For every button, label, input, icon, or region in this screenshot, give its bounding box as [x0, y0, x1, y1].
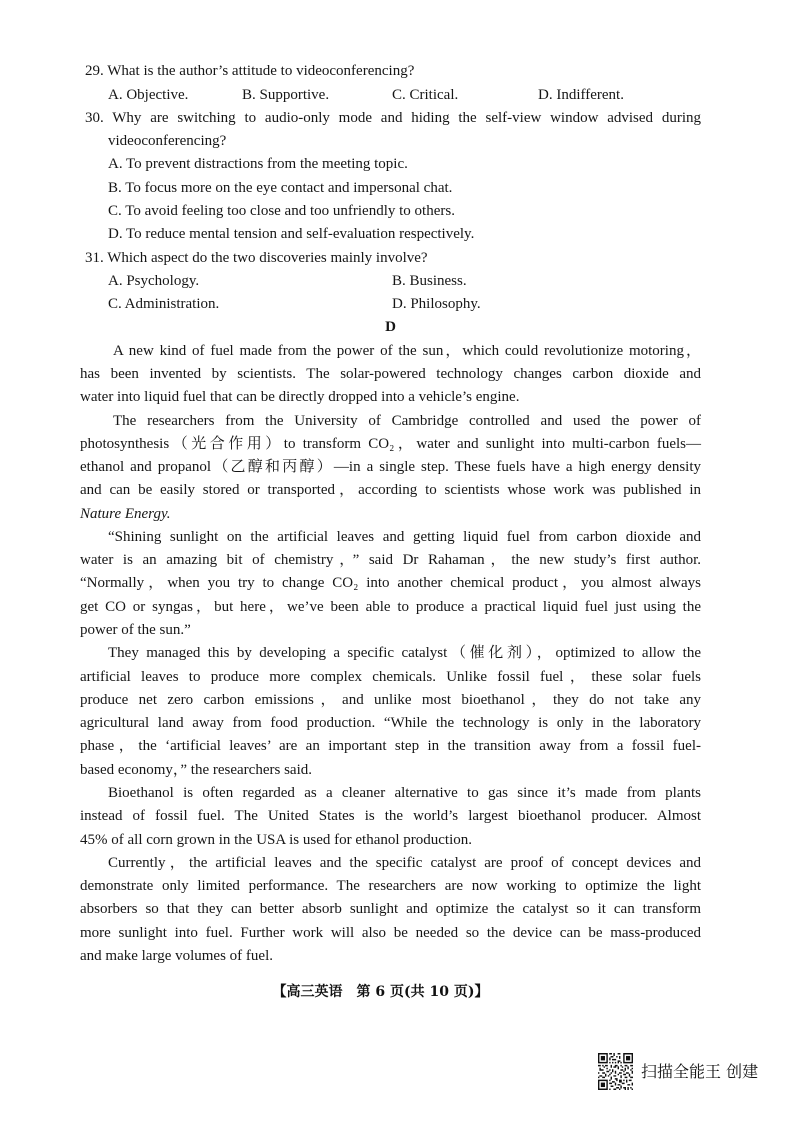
paragraph-line: and can be easily stored or transported，according to scientists whose work was published in: [80, 482, 701, 499]
paragraph-line: produce net zero carbon emissions，and unlike most bioethanol，they do not take any: [80, 691, 701, 708]
paragraph-1: [80, 340, 701, 410]
paragraph-line: more sunlight into fuel. Further work will also be needed so the device can be mass-produced: [80, 924, 701, 941]
question-31-options-row-2: [80, 293, 701, 316]
passage-heading: D: [385, 319, 396, 336]
paragraph-line: A new kind of fuel made from the power of the sun，which could revolutionize motoring，: [113, 342, 701, 359]
paragraph-line: artificial leaves to produce more complex chemicals. Unlike fossil fuel，these solar fuels: [80, 668, 701, 685]
journal-title: Nature Energy.: [80, 505, 171, 522]
question-31-stem: 31. Which aspect do the two discoveries mainly involve?: [85, 249, 428, 266]
paragraph-line: water is an amazing bit of chemistry，” said Dr Rahaman，the new study’s first author.: [80, 552, 701, 569]
paragraph-5: [80, 782, 701, 852]
question-31-option-c: C. Administration.: [108, 296, 220, 313]
paragraph-line: water into liquid fuel that can be directly dropped into a vehicle’s engine.: [80, 389, 520, 406]
question-30-stem-line-1: 30. Why are switching to audio-only mode and hiding the self-view window advised during: [85, 109, 701, 126]
paragraph-line: and make large volumes of fuel.: [80, 947, 273, 964]
paragraph-2: [80, 410, 701, 526]
question-29-option-b: B. Supportive.: [242, 86, 330, 103]
paragraph-line: 45% of all corn grown in the USA is used for ethanol production.: [80, 831, 473, 848]
paragraph-line: Currently，the artificial leaves and the specific catalyst are proof of concept devices and: [108, 854, 701, 871]
question-30-stem-line-2: videoconferencing?: [108, 133, 227, 150]
paragraph-line: instead of fossil fuel. The United States is the world’s largest bioethanol producer. Almost: [80, 808, 701, 825]
question-31-option-b: B. Business.: [392, 272, 467, 289]
scanner-watermark-text: 扫描全能王 创建: [641, 1062, 759, 1081]
question-29-stem: 29. What is the author’s attitude to videoconferencing?: [85, 63, 415, 80]
question-29-option-c: C. Critical.: [392, 86, 459, 103]
question-31-option-a: A. Psychology.: [108, 272, 200, 289]
question-31-options-row-1: [80, 270, 701, 293]
question-29-option-d: D. Indifferent.: [538, 86, 624, 103]
paragraph-line: ethanol and propanol（乙醇和丙醇）—in a single step. These fuels have a high energy density: [80, 459, 701, 476]
paragraph-line: agricultural land away from food production. “While the technology is only in the laboratory: [80, 715, 701, 732]
question-30-option-d: D. To reduce mental tension and self-evaluation respectively.: [108, 226, 475, 243]
paragraph-line: phase，the ‘artificial leaves’ are an important step in the transition away from a fossil fuel-: [80, 738, 701, 755]
paragraph-line: The researchers from the University of Cambridge controlled and used the power of: [113, 412, 701, 429]
paragraph-line: They managed this by developing a specific catalyst（催化剂），optimized to allow the: [108, 645, 701, 662]
question-29-option-a: A. Objective.: [108, 86, 189, 103]
paragraph-line: photosynthesis（光合作用）to transform CO₂，water and sunlight into multi-carbon fuels—: [80, 435, 701, 452]
paragraph-4: [80, 642, 701, 782]
paragraph-line: Bioethanol is often regarded as a cleaner alternative to gas since it’s made from plants: [108, 785, 701, 802]
qr-code-icon: [598, 1053, 633, 1090]
question-30-option-b: B. To focus more on the eye contact and impersonal chat.: [108, 179, 453, 196]
question-31: [80, 247, 701, 317]
paragraph-line: power of the sun.”: [80, 622, 191, 639]
paragraph-line: based economy，” the researchers said.: [80, 761, 312, 778]
paragraph-6: [80, 852, 701, 968]
exam-page: [80, 60, 701, 968]
question-29: [80, 60, 701, 107]
question-29-options: [80, 84, 701, 107]
page-footer: 【高三英语 第 6 页(共 10 页)】: [272, 984, 489, 1000]
paragraph-line: get CO or syngas，but here，we’ve been able to produce a practical liquid fuel just using the: [80, 598, 701, 615]
paragraph-line: demonstrate only limited performance. The researchers are now working to optimize the light: [80, 878, 701, 895]
paragraph-line: “Shining sunlight on the artificial leaves and getting liquid fuel from carbon dioxide and: [108, 528, 701, 545]
paragraph-line: has been invented by scientists. The solar-powered technology changes carbon dioxide and: [80, 365, 701, 382]
question-30-option-a: A. To prevent distractions from the meeting topic.: [108, 156, 408, 173]
paragraph-3: [80, 526, 701, 642]
question-30: [80, 107, 701, 247]
question-30-option-c: C. To avoid feeling too close and too unfriendly to others.: [108, 202, 455, 219]
paragraph-line: “Normally，when you try to change CO₂ into another chemical product，you almost always: [80, 575, 701, 592]
paragraph-line: absorbers so that they can better absorb sunlight and optimize the catalyst so it can transform: [80, 901, 701, 918]
question-31-option-d: D. Philosophy.: [392, 296, 481, 313]
